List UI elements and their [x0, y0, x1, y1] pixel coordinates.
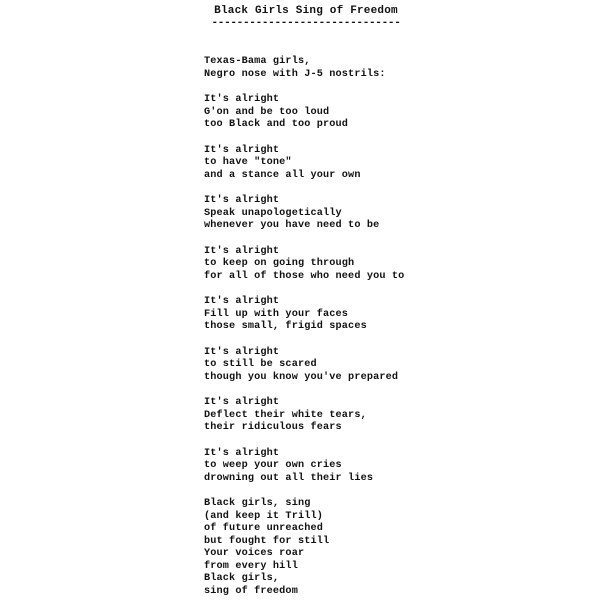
stanza	[204, 448, 604, 486]
poem-line: for all of those who need you to	[204, 270, 405, 282]
poem-line: It's alright	[204, 195, 280, 206]
poem-line: Your voices roar	[204, 548, 305, 559]
poem-line: and a stance all your own	[204, 169, 361, 181]
poem-line: It's alright	[204, 296, 280, 307]
poem-line: from every hill	[204, 560, 298, 572]
poem-body	[204, 56, 604, 611]
stanza	[204, 94, 604, 132]
poem-line: It's alright	[204, 346, 280, 358]
poem-line: sing of freedom	[204, 585, 298, 597]
poem-line: Black girls, sing	[204, 498, 311, 509]
poem-line: Deflect their white tears,	[204, 409, 367, 421]
poem-line: Fill up with your faces	[204, 308, 349, 320]
poem-line: those small, frigid spaces	[204, 321, 367, 332]
stanza	[204, 145, 604, 183]
poem-line: to keep on going through	[204, 258, 355, 269]
poem-line: though you know you've prepared	[204, 371, 399, 383]
poem-line: but fought for still	[204, 535, 330, 547]
poem-line: whenever you have need to be	[204, 220, 380, 231]
poem-line: to weep your own cries	[204, 460, 342, 471]
poem-title: Black Girls Sing of Freedom	[214, 5, 398, 17]
stanza	[204, 397, 604, 435]
poem-line: too Black and too proud	[204, 119, 349, 130]
poem-line: It's alright	[204, 397, 280, 408]
poem-line: It's alright	[204, 94, 280, 105]
poem-line: Negro nose with J-5 nostrils:	[204, 68, 386, 80]
stanza	[204, 56, 604, 81]
poem-line: Speak unapologetically	[204, 207, 342, 219]
poem-line: of future unreached	[204, 523, 324, 534]
stanza	[204, 498, 604, 598]
stanza	[204, 296, 604, 334]
poem-line: It's alright	[204, 245, 280, 257]
poem-line: (and keep it Trill)	[204, 510, 324, 522]
poem-line: to have "tone"	[204, 157, 292, 168]
poem-line: It's alright	[204, 144, 280, 156]
poem-line: drowning out all their lies	[204, 472, 374, 484]
poem-line: to still be scared	[204, 359, 317, 370]
stanza	[204, 347, 604, 385]
stanza	[204, 195, 604, 233]
poem-line: Texas-Bama girls,	[204, 56, 311, 67]
title-underline: ------------------------------	[211, 17, 401, 29]
poem-line: G'on and be too loud	[204, 106, 330, 118]
poem-line: their ridiculous fears	[204, 422, 342, 433]
poem-line: Black girls,	[204, 573, 280, 584]
stanza	[204, 246, 604, 284]
poem-line: It's alright	[204, 447, 280, 459]
